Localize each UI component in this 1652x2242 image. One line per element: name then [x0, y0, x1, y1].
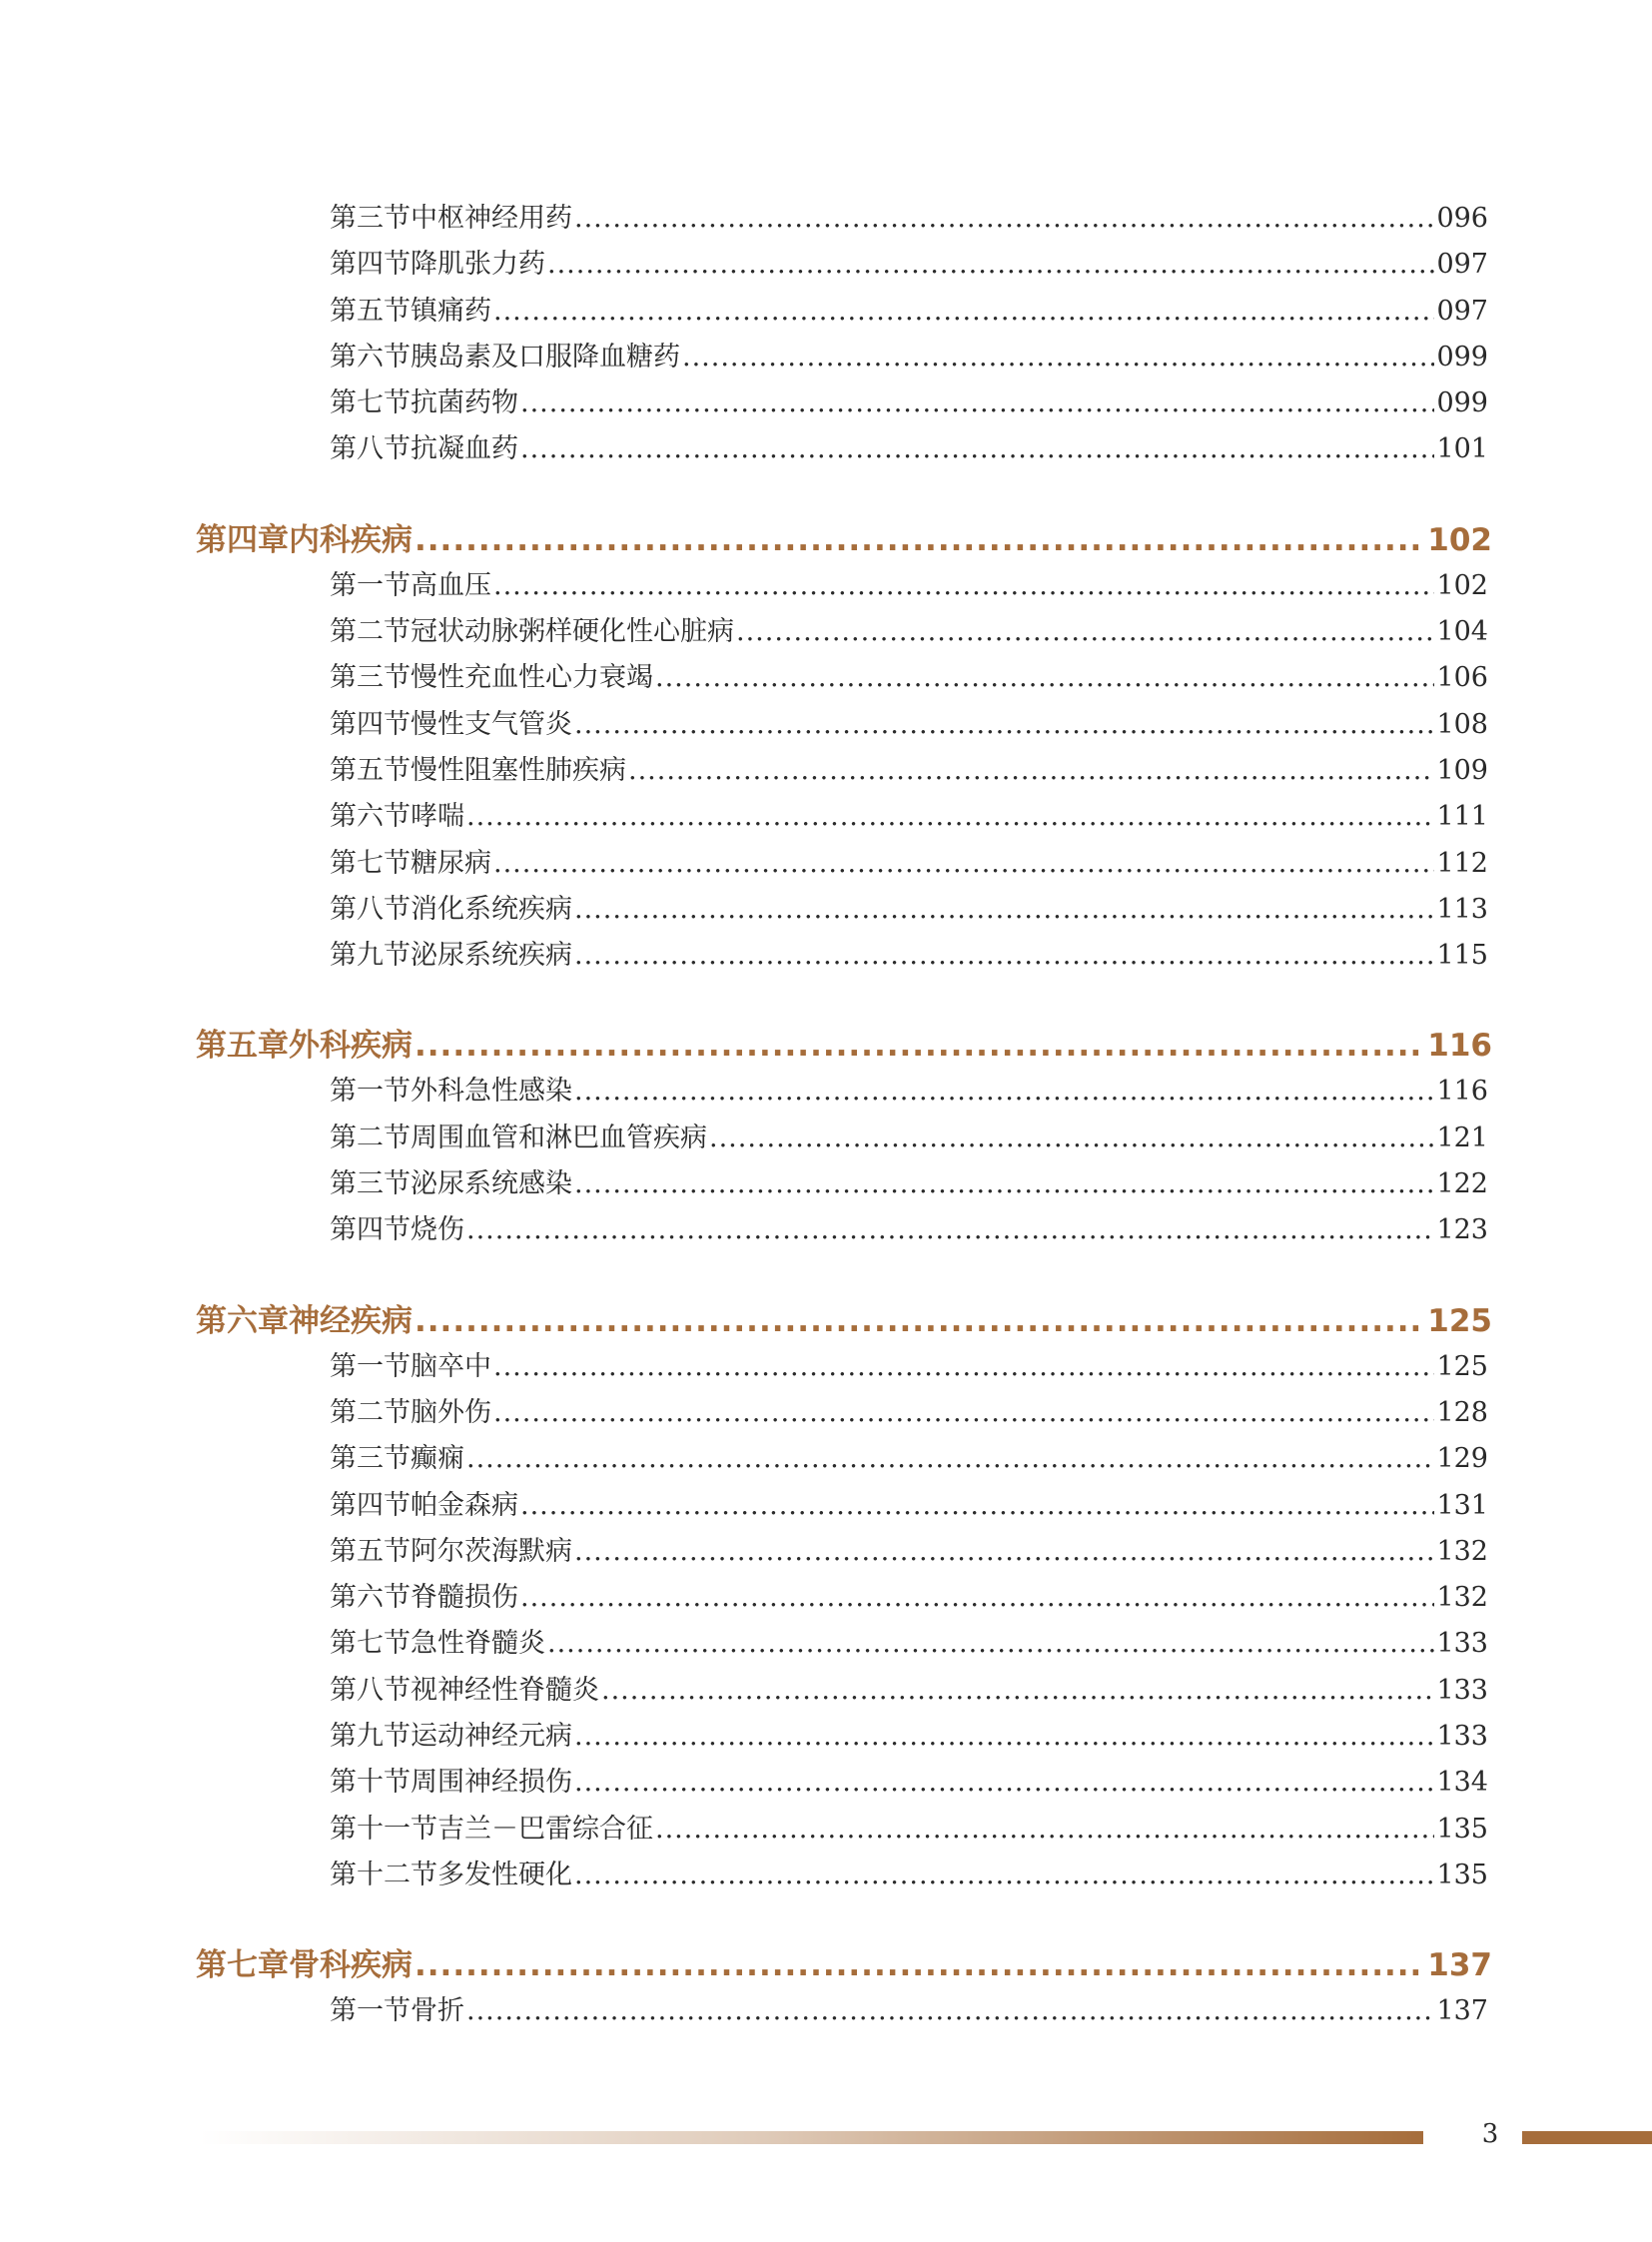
toc-section-entry[interactable] — [330, 748, 1488, 794]
page-reference: 112 — [1436, 847, 1488, 879]
section-number: 第四节 — [330, 1214, 411, 1246]
table-of-contents — [0, 196, 1652, 2035]
dot-leader — [520, 1483, 1434, 1529]
page-reference: 097 — [1436, 295, 1488, 327]
section-title: 运动神经元病 — [411, 1721, 572, 1753]
section-number: 第一节 — [330, 1995, 411, 2027]
section-title: 烧伤 — [411, 1214, 464, 1246]
page-reference: 106 — [1436, 662, 1488, 694]
dot-leader — [493, 1390, 1434, 1436]
toc-section-entry[interactable] — [330, 1807, 1488, 1853]
section-number: 第九节 — [330, 940, 411, 972]
section-number: 第四节 — [330, 708, 411, 740]
dot-leader — [628, 748, 1434, 794]
page-reference: 135 — [1436, 1813, 1488, 1845]
page-reference: 096 — [1436, 203, 1488, 234]
section-title: 帕金森病 — [411, 1489, 518, 1521]
section-title: 阿尔茨海默病 — [411, 1535, 572, 1567]
dot-leader — [574, 933, 1434, 979]
section-number: 第八节 — [330, 893, 411, 925]
section-number: 第七节 — [330, 387, 411, 419]
section-title: 消化系统疾病 — [411, 893, 572, 925]
section-title: 镇痛药 — [411, 295, 491, 327]
toc-section-entry[interactable] — [330, 1668, 1488, 1714]
section-number: 第三节 — [330, 662, 411, 694]
page-reference: 111 — [1436, 801, 1488, 833]
toc-section-entry[interactable] — [330, 1344, 1488, 1390]
section-number: 第二节 — [330, 1121, 411, 1153]
dot-leader — [466, 794, 1434, 840]
toc-section-entry[interactable] — [330, 1161, 1488, 1207]
page-reference: 129 — [1436, 1443, 1488, 1475]
page-reference: 116 — [1427, 1028, 1492, 1065]
section-number: 第二节 — [330, 616, 411, 648]
dot-leader — [466, 1436, 1434, 1482]
section-title: 抗菌药物 — [411, 387, 518, 419]
dot-leader — [574, 1714, 1434, 1760]
section-title: 泌尿系统感染 — [411, 1168, 572, 1200]
page-reference: 125 — [1427, 1302, 1492, 1339]
dot-leader — [682, 335, 1434, 380]
section-number: 第一节 — [330, 569, 411, 601]
section-number: 第四节 — [330, 249, 411, 281]
section-number: 第三节 — [330, 203, 411, 234]
section-title: 脑外伤 — [411, 1396, 491, 1428]
dot-leader — [709, 1116, 1434, 1161]
dot-leader — [574, 1161, 1434, 1207]
toc-section-entry[interactable] — [330, 1069, 1488, 1115]
dot-leader — [574, 702, 1434, 748]
page-reference: 104 — [1436, 616, 1488, 648]
dot-leader — [655, 1807, 1434, 1853]
page-reference: 131 — [1436, 1489, 1488, 1521]
dot-leader — [736, 609, 1434, 655]
page-reference: 137 — [1436, 1995, 1488, 2027]
toc-section-entry[interactable] — [330, 609, 1488, 655]
toc-section-entry[interactable] — [330, 563, 1488, 609]
toc-section-entry[interactable] — [330, 702, 1488, 748]
section-title: 高血压 — [411, 569, 491, 601]
chapter-number: 第五章 — [196, 1028, 289, 1065]
page-reference: 115 — [1436, 940, 1488, 972]
chapter-number: 第四章 — [196, 521, 289, 558]
chapter-title: 外科疾病 — [289, 1028, 413, 1065]
page-reference: 123 — [1436, 1214, 1488, 1246]
section-number: 第三节 — [330, 1443, 411, 1475]
section-number: 第八节 — [330, 433, 411, 465]
page-reference: 128 — [1436, 1396, 1488, 1428]
dot-leader — [547, 242, 1434, 288]
dot-leader — [574, 196, 1434, 242]
toc-section-entry[interactable] — [330, 335, 1488, 380]
section-title: 吉兰－巴雷综合征 — [437, 1813, 653, 1845]
dot-leader — [520, 1575, 1434, 1621]
dot-leader — [414, 1942, 1425, 1988]
dot-leader — [466, 1988, 1434, 2034]
toc-section-entry[interactable] — [330, 426, 1488, 472]
section-number: 第七节 — [330, 847, 411, 879]
dot-leader — [574, 1529, 1434, 1575]
dot-leader — [574, 887, 1434, 933]
section-title: 泌尿系统疾病 — [411, 940, 572, 972]
toc-chapter-entry[interactable] — [196, 1023, 1492, 1069]
page-reference: 133 — [1436, 1721, 1488, 1753]
section-number: 第二节 — [330, 1396, 411, 1428]
dot-leader — [655, 655, 1434, 701]
section-title: 中枢神经用药 — [411, 203, 572, 234]
toc-section-entry[interactable] — [330, 1529, 1488, 1575]
dot-leader — [520, 380, 1434, 426]
toc-section-entry[interactable] — [330, 1390, 1488, 1436]
page-reference: 113 — [1436, 893, 1488, 925]
section-title: 哮喘 — [411, 801, 464, 833]
section-number: 第四节 — [330, 1489, 411, 1521]
section-title: 脑卒中 — [411, 1350, 491, 1382]
toc-section-entry[interactable] — [330, 1714, 1488, 1760]
toc-section-entry[interactable] — [330, 242, 1488, 288]
section-title: 慢性阻塞性肺疾病 — [411, 754, 626, 786]
dot-leader — [547, 1621, 1434, 1667]
section-title: 糖尿病 — [411, 847, 491, 879]
dot-leader — [493, 1344, 1434, 1390]
footer-accent-bar — [1522, 2131, 1652, 2144]
toc-section-entry[interactable] — [330, 196, 1488, 242]
section-title: 视神经性脊髓炎 — [411, 1674, 599, 1706]
section-title: 急性脊髓炎 — [411, 1628, 545, 1660]
toc-chapter-entry[interactable] — [196, 517, 1492, 563]
dot-leader — [493, 841, 1434, 887]
page-reference: 099 — [1436, 387, 1488, 419]
page-reference: 116 — [1436, 1076, 1488, 1108]
chapter-title: 骨科疾病 — [289, 1947, 413, 1984]
chapter-number: 第七章 — [196, 1947, 289, 1984]
page-reference: 099 — [1436, 341, 1488, 373]
page-number: 3 — [1481, 2119, 1499, 2149]
chapter-title: 神经疾病 — [289, 1302, 413, 1339]
page-reference: 133 — [1436, 1628, 1488, 1660]
section-title: 癫痫 — [411, 1443, 464, 1475]
section-title: 慢性支气管炎 — [411, 708, 572, 740]
page-reference: 132 — [1436, 1535, 1488, 1567]
page-reference: 135 — [1436, 1859, 1488, 1890]
page-reference: 101 — [1436, 433, 1488, 465]
page-reference: 108 — [1436, 708, 1488, 740]
toc-section-entry[interactable] — [330, 887, 1488, 933]
section-title: 冠状动脉粥样硬化性心脏病 — [411, 616, 734, 648]
page-reference: 122 — [1436, 1168, 1488, 1200]
toc-section-entry[interactable] — [330, 289, 1488, 335]
section-number: 第六节 — [330, 341, 411, 373]
chapter-title: 内科疾病 — [289, 521, 413, 558]
page-reference: 125 — [1436, 1350, 1488, 1382]
page-reference: 137 — [1427, 1947, 1492, 1984]
dot-leader — [493, 289, 1434, 335]
toc-section-entry[interactable] — [330, 1436, 1488, 1482]
section-number: 第一节 — [330, 1076, 411, 1108]
section-title: 抗凝血药 — [411, 433, 518, 465]
dot-leader — [574, 1069, 1434, 1115]
page-reference: 102 — [1436, 569, 1488, 601]
dot-leader — [414, 1023, 1425, 1069]
section-number: 第三节 — [330, 1168, 411, 1200]
section-number: 第十节 — [330, 1767, 411, 1799]
section-number: 第十二节 — [330, 1859, 437, 1890]
section-number: 第五节 — [330, 295, 411, 327]
section-number: 第十一节 — [330, 1813, 437, 1845]
page-reference: 121 — [1436, 1121, 1488, 1153]
section-title: 周围神经损伤 — [411, 1767, 572, 1799]
section-title: 降肌张力药 — [411, 249, 545, 281]
page-reference: 102 — [1427, 521, 1492, 558]
dot-leader — [414, 517, 1425, 563]
toc-section-entry[interactable] — [330, 1207, 1488, 1253]
dot-leader — [574, 1853, 1434, 1898]
section-title: 慢性充血性心力衰竭 — [411, 662, 653, 694]
section-title: 外科急性感染 — [411, 1076, 572, 1108]
section-number: 第五节 — [330, 1535, 411, 1567]
page-reference: 133 — [1436, 1674, 1488, 1706]
toc-section-entry[interactable] — [330, 1621, 1488, 1667]
toc-section-entry[interactable] — [330, 794, 1488, 840]
section-number: 第九节 — [330, 1721, 411, 1753]
section-title: 多发性硬化 — [437, 1859, 572, 1890]
dot-leader — [520, 426, 1434, 472]
footer-gradient-bar — [200, 2131, 1423, 2144]
dot-leader — [574, 1760, 1434, 1806]
toc-section-entry[interactable] — [330, 1853, 1488, 1898]
page-reference: 109 — [1436, 754, 1488, 786]
toc-section-entry[interactable] — [330, 841, 1488, 887]
chapter-number: 第六章 — [196, 1302, 289, 1339]
toc-chapter-entry[interactable] — [196, 1298, 1492, 1344]
toc-section-entry[interactable] — [330, 1483, 1488, 1529]
dot-leader — [466, 1207, 1434, 1253]
dot-leader — [414, 1298, 1425, 1344]
toc-section-entry[interactable] — [330, 1760, 1488, 1806]
page-reference: 097 — [1436, 249, 1488, 281]
toc-section-entry[interactable] — [330, 380, 1488, 426]
dot-leader — [493, 563, 1434, 609]
page-reference: 134 — [1436, 1767, 1488, 1799]
section-title: 胰岛素及口服降血糖药 — [411, 341, 680, 373]
section-number: 第八节 — [330, 1674, 411, 1706]
toc-section-entry[interactable] — [330, 1575, 1488, 1621]
toc-chapter-entry[interactable] — [196, 1942, 1492, 1988]
section-number: 第六节 — [330, 801, 411, 833]
toc-section-entry[interactable] — [330, 655, 1488, 701]
dot-leader — [601, 1668, 1434, 1714]
section-number: 第一节 — [330, 1350, 411, 1382]
section-number: 第五节 — [330, 754, 411, 786]
toc-section-entry[interactable] — [330, 933, 1488, 979]
section-number: 第六节 — [330, 1582, 411, 1614]
toc-section-entry[interactable] — [330, 1116, 1488, 1161]
section-title: 脊髓损伤 — [411, 1582, 518, 1614]
section-title: 骨折 — [411, 1995, 464, 2027]
section-number: 第七节 — [330, 1628, 411, 1660]
toc-section-entry[interactable] — [330, 1988, 1488, 2034]
section-title: 周围血管和淋巴血管疾病 — [411, 1121, 707, 1153]
page-reference: 132 — [1436, 1582, 1488, 1614]
